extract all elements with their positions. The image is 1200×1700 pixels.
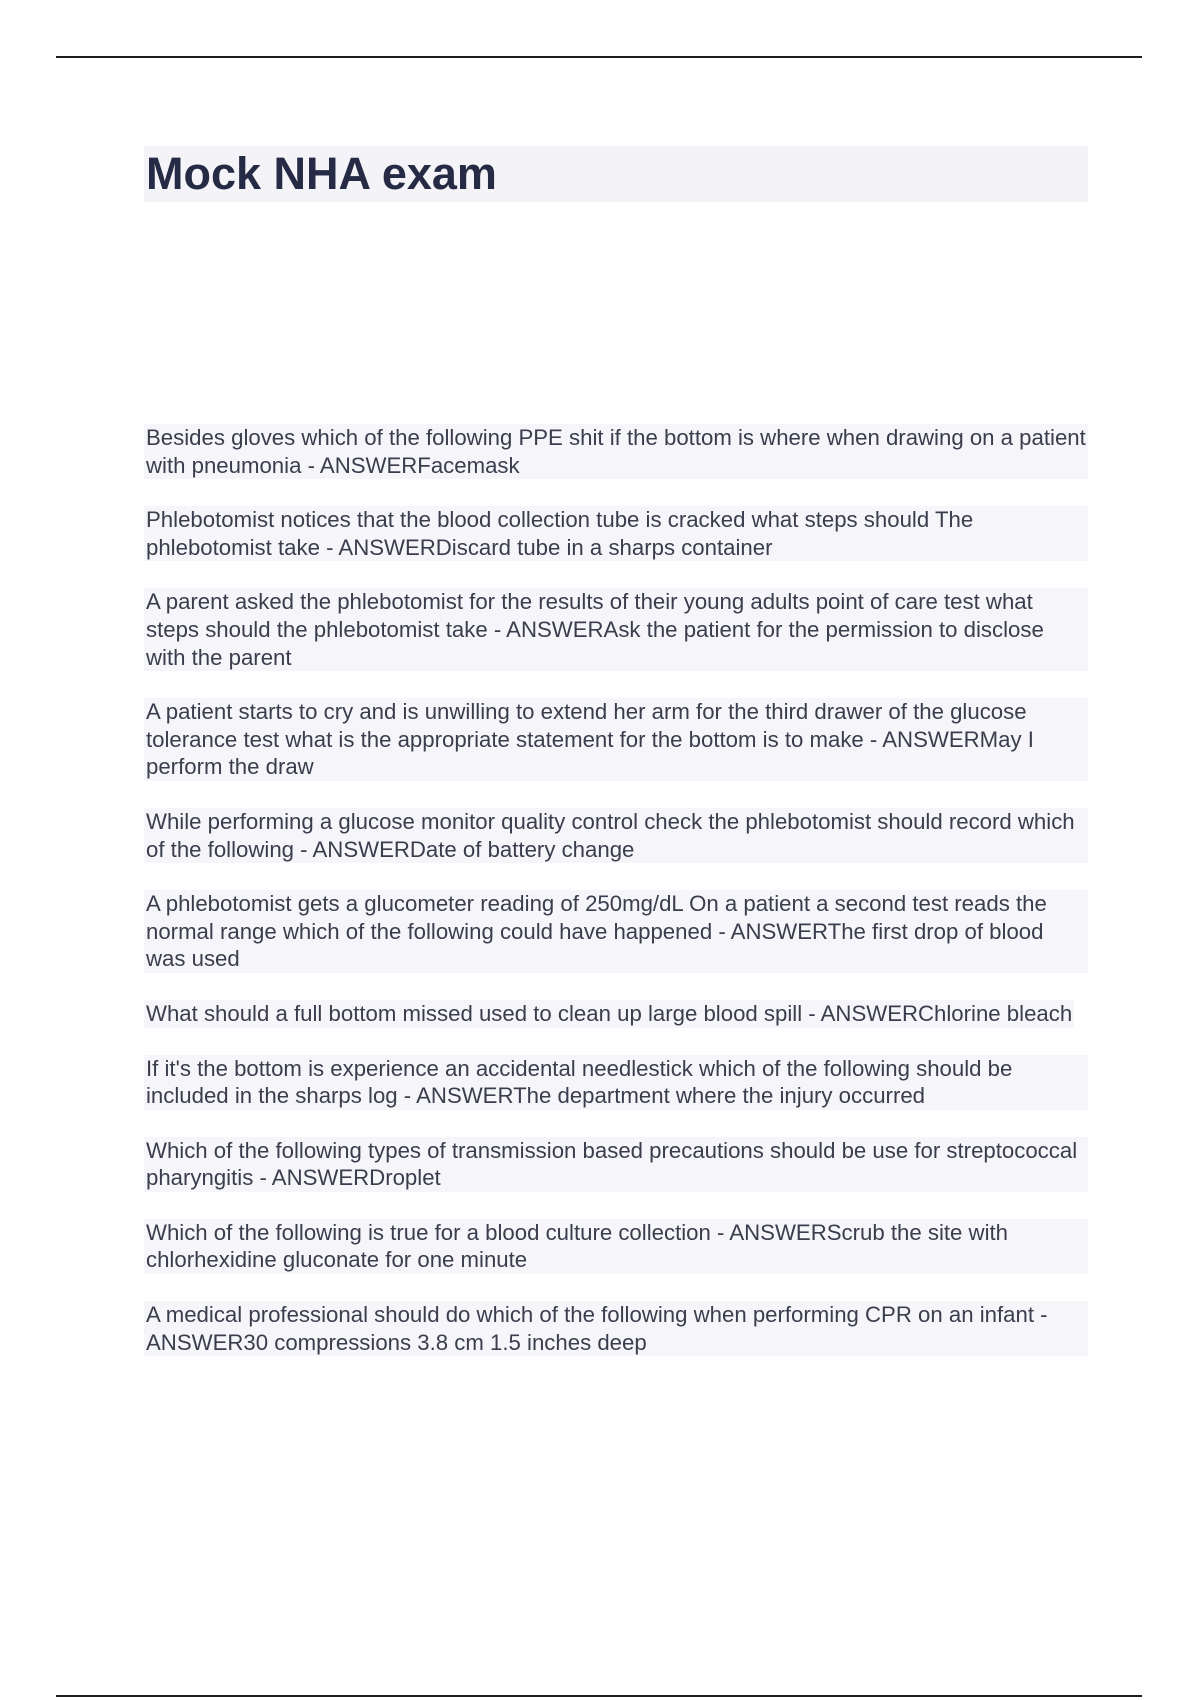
qa-item: Which of the following types of transmission based precautions should be use for streptococcal pharyngitis - ANSWERDroplet <box>144 1137 1088 1192</box>
qa-item: Phlebotomist notices that the blood collection tube is cracked what steps should The phlebotomist take - ANSWERDiscard tube in a sharps container <box>144 506 1088 561</box>
qa-item: A phlebotomist gets a glucometer reading of 250mg/dL On a patient a second test reads the normal range which of the following could have happened - ANSWERThe first drop of blood was used <box>144 890 1088 973</box>
qa-item: Besides gloves which of the following PPE shit if the bottom is where when drawing on a patient with pneumonia - ANSWERFacemask <box>144 424 1088 479</box>
bottom-divider <box>56 1695 1142 1697</box>
qa-item: What should a full bottom missed used to clean up large blood spill - ANSWERChlorine bleach <box>146 1000 1073 1026</box>
qa-list <box>144 424 1088 1383</box>
qa-item: A parent asked the phlebotomist for the results of their young adults point of care test what steps should the phlebotomist take - ANSWERAsk the patient for the permission to disclose with the parent <box>144 588 1088 671</box>
qa-item: A patient starts to cry and is unwilling to extend her arm for the third drawer of the glucose tolerance test what is the appropriate statement for the bottom is to make - ANSWERMay I perform the draw <box>144 698 1088 781</box>
qa-item: A medical professional should do which of the following when performing CPR on an infant - ANSWER30 compressions 3.8 cm 1.5 inches deep <box>144 1301 1088 1356</box>
top-divider <box>56 56 1142 58</box>
qa-item: Which of the following is true for a blood culture collection - ANSWERScrub the site with chlorhexidine gluconate for one minute <box>144 1219 1088 1274</box>
qa-item: While performing a glucose monitor quality control check the phlebotomist should record which of the following - ANSWERDate of battery change <box>144 808 1088 863</box>
page-title: Mock NHA exam <box>146 148 497 199</box>
qa-item: If it's the bottom is experience an accidental needlestick which of the following should be included in the sharps log - ANSWERThe department where the injury occurred <box>144 1055 1088 1110</box>
